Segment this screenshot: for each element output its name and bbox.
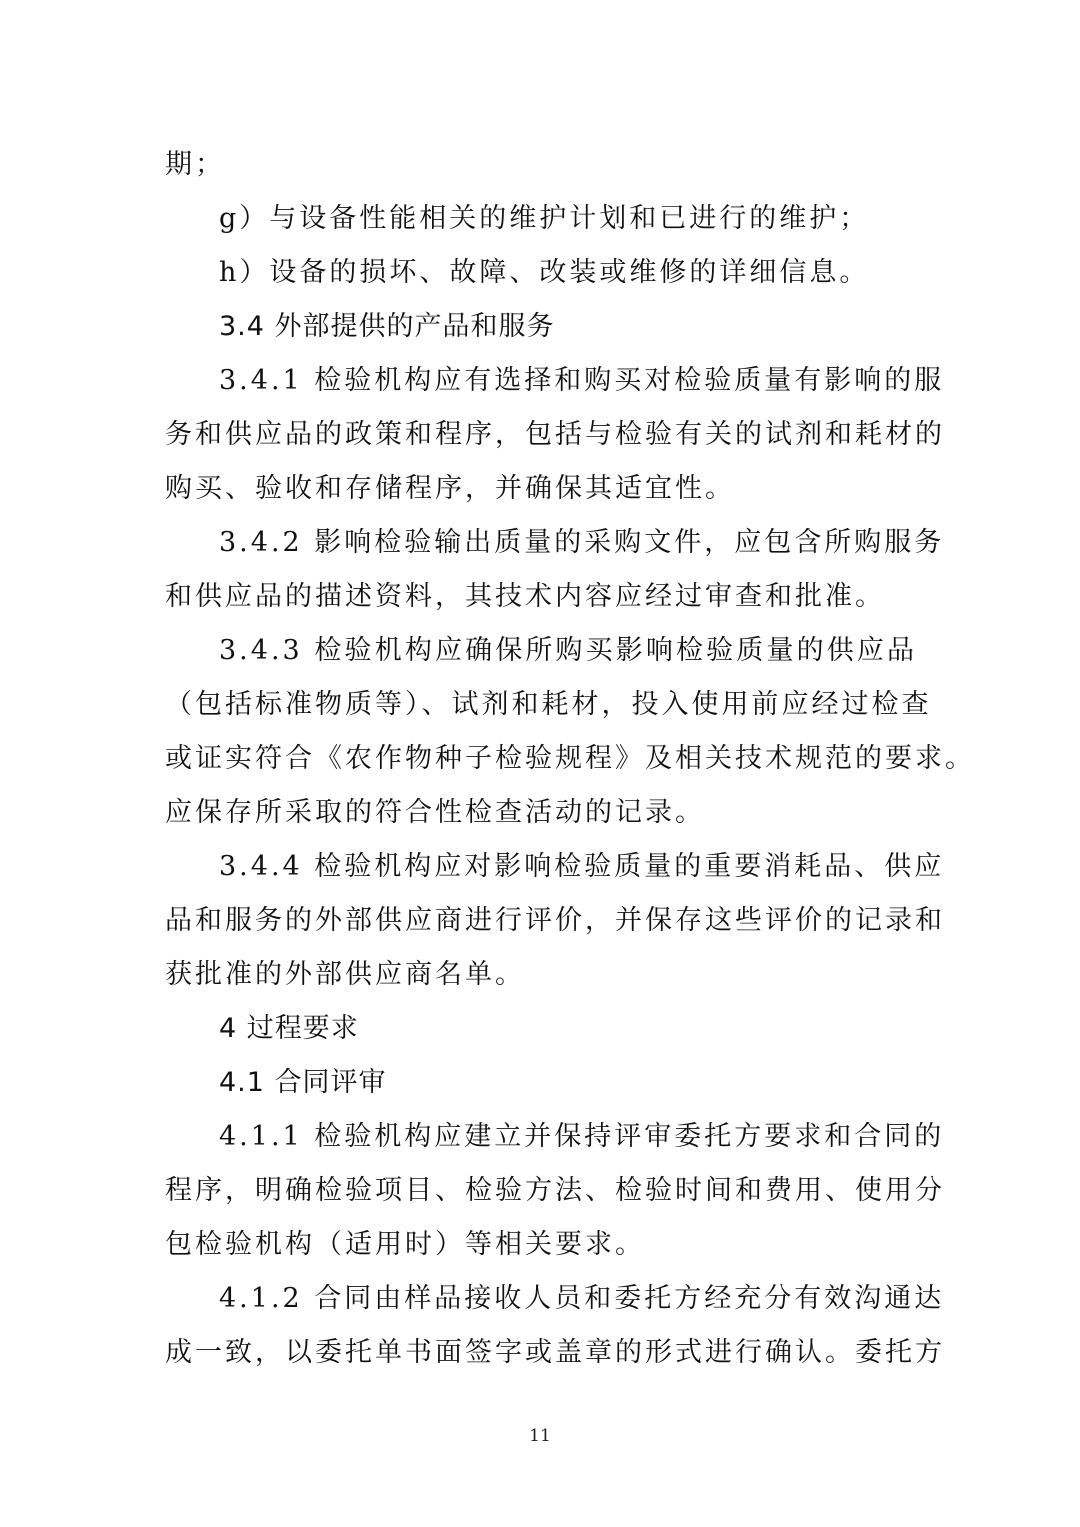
- paragraph-4-1-2-line: 成一致，以委托单书面签字或盖章的形式进行确认。委托方: [165, 1337, 945, 1368]
- paragraph-3-4-4-line: 品和服务的外部供应商进行评价，并保存这些评价的记录和: [165, 905, 945, 936]
- paragraph-3-4-3-line: 应保存所采取的符合性检查活动的记录。: [165, 797, 705, 828]
- list-item-h: h）设备的损坏、故障、改装或维修的详细信息。: [219, 257, 870, 288]
- paragraph-4-1-1-line: 包检验机构（适用时）等相关要求。: [165, 1229, 645, 1260]
- paragraph-3-4-2-line: 3.4.2 影响检验输出质量的采购文件，应包含所购服务: [219, 527, 945, 558]
- paragraph-3-4-3-line: （包括标准物质等）、试剂和耗材，投入使用前应经过检查: [165, 689, 932, 720]
- list-item-g: g）与设备性能相关的维护计划和已进行的维护；: [219, 203, 870, 234]
- section-heading-4-1: 4.1 合同评审: [219, 1067, 387, 1098]
- paragraph-3-4-1-line: 3.4.1 检验机构应有选择和购买对检验质量有影响的服: [219, 365, 945, 396]
- paragraph-3-4-1-line: 购买、验收和存储程序，并确保其适宜性。: [165, 473, 735, 504]
- paragraph-3-4-3-line: 或证实符合《农作物种子检验规程》及相关技术规范的要求。: [165, 743, 975, 774]
- paragraph-3-4-1-line: 务和供应品的政策和程序，包括与检验有关的试剂和耗材的: [165, 419, 945, 450]
- document-body: [165, 138, 975, 1380]
- text-line: 期；: [165, 149, 225, 180]
- paragraph-4-1-2-line: 4.1.2 合同由样品接收人员和委托方经充分有效沟通达: [219, 1283, 945, 1314]
- paragraph-3-4-2-line: 和供应品的描述资料，其技术内容应经过审查和批准。: [165, 581, 885, 612]
- section-heading-4: 4 过程要求: [219, 1013, 359, 1044]
- paragraph-3-4-4-line: 3.4.4 检验机构应对影响检验质量的重要消耗品、供应: [219, 851, 945, 882]
- page-number: 11: [529, 1426, 551, 1446]
- paragraph-4-1-1-line: 程序，明确检验项目、检验方法、检验时间和费用、使用分: [165, 1175, 945, 1206]
- paragraph-3-4-4-line: 获批准的外部供应商名单。: [165, 959, 525, 990]
- paragraph-4-1-1-line: 4.1.1 检验机构应建立并保持评审委托方要求和合同的: [219, 1121, 945, 1152]
- paragraph-3-4-3-line: 3.4.3 检验机构应确保所购买影响检验质量的供应品: [219, 635, 917, 666]
- section-heading-3-4: 3.4 外部提供的产品和服务: [219, 311, 555, 342]
